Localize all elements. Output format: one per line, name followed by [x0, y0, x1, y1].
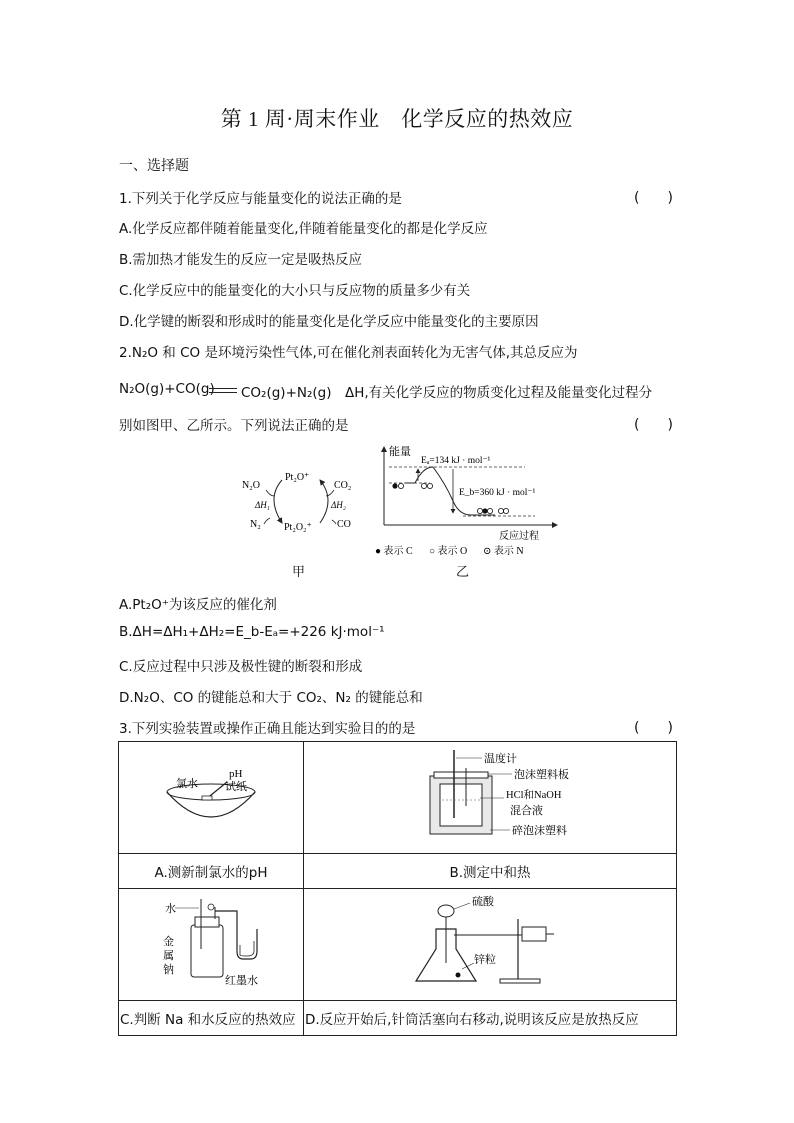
q1-option-d: D.化学键的断裂和形成时的能量变化是化学反应中能量变化的主要原因: [119, 314, 539, 330]
cell-a-caption: A.测新制氯水的pH: [119, 854, 304, 889]
pt2o2-label: Pt₂O₂⁺: [284, 522, 312, 533]
cell-c-caption: C.判断 Na 和水反应的热效应: [119, 1001, 304, 1036]
legend-o: ○ 表示 O: [429, 546, 468, 557]
pt2o-label: Pt₂O⁺: [285, 472, 310, 483]
q2-option-a: A.Pt₂O⁺为该反应的催化剂: [119, 597, 277, 613]
label-thermometer: 温度计: [484, 753, 517, 765]
evaporating-dish-diagram: [119, 742, 303, 849]
calorimeter-diagram: [304, 742, 676, 849]
eb-label: E_b=360 kJ · mol⁻¹: [459, 488, 536, 498]
equal-sign-icon: [208, 387, 238, 395]
n2o-label: N₂O: [242, 480, 260, 491]
cell-a-image: [119, 742, 304, 854]
q2-stem-line1: 2.N₂O 和 CO 是环境污染性气体,可在催化剂表面转化为无害气体,其总反应为: [119, 345, 578, 361]
y-axis-label: 能量: [389, 446, 411, 458]
label-hcl-naoh: HCl和NaOH: [506, 790, 562, 801]
q1-stem: 1.下列关于化学反应与能量变化的说法正确的是: [119, 191, 402, 207]
cell-d-image: [304, 889, 677, 1001]
dh1-label: ΔH₁: [255, 500, 270, 510]
figure-yi-energy-diagram: [375, 443, 565, 559]
experiment-table: [118, 741, 677, 1036]
cell-d-caption: D.反应开始后,针筒活塞向右移动,说明该反应是放热反应: [304, 1001, 677, 1036]
label-water: 水: [165, 903, 176, 915]
label-zinc: 锌粒: [474, 954, 496, 966]
figure-jia-caption: 甲: [292, 564, 306, 579]
label-metal-2: 属: [163, 950, 174, 962]
sodium-water-apparatus: [119, 889, 303, 996]
figure-jia-cycle: [236, 470, 366, 540]
co2-label: CO₂: [334, 480, 352, 491]
figure-yi-caption: 乙: [456, 564, 470, 579]
x-axis-label: 反应过程: [499, 531, 539, 542]
label-sulfuric-acid: 硫酸: [472, 896, 494, 908]
label-red-ink: 红墨水: [225, 975, 258, 987]
section-heading: 一、选择题: [119, 158, 189, 174]
right-cycle-arrow: [320, 480, 328, 523]
label-chlorine-water: 氯水: [176, 778, 198, 790]
q1-answer-paren: ( ): [634, 190, 673, 206]
q2-stem-line3: 别如图甲、乙所示。下列说法正确的是: [119, 418, 349, 434]
q2-equation-left: N₂O(g)+CO(g): [119, 381, 215, 397]
n2-label: N₂: [250, 519, 261, 530]
label-mixture: 混合液: [510, 805, 543, 817]
q2-option-c: C.反应过程中只涉及极性键的断裂和形成: [119, 659, 363, 675]
cell-b-caption: B.测定中和热: [304, 854, 677, 889]
q1-option-a: A.化学反应都伴随着能量变化,伴随着能量变化的都是化学反应: [119, 221, 488, 237]
dh2-label: ΔH₂: [331, 500, 346, 510]
left-cycle-arrow: [274, 480, 282, 523]
label-foam-board: 泡沫塑料板: [514, 769, 569, 781]
legend-c: ● 表示 C: [375, 546, 413, 557]
q2-answer-paren: ( ): [634, 417, 673, 433]
label-crushed-foam: 碎泡沫塑料: [512, 825, 567, 837]
q2-equation-right: CO₂(g)+N₂(g) ΔH,有关化学反应的物质变化过程及能量变化过程分: [241, 385, 653, 401]
cell-b-image: [304, 742, 677, 854]
zinc-acid-apparatus: [304, 889, 676, 996]
q2-option-d: D.N₂O、CO 的键能总和大于 CO₂、N₂ 的键能总和: [119, 690, 423, 706]
q2-option-b: B.ΔH=ΔH₁+ΔH₂=E_b-Eₐ=+226 kJ·mol⁻¹: [119, 624, 385, 640]
q1-option-b: B.需加热才能发生的反应一定是吸热反应: [119, 252, 363, 268]
ea-label: Eₐ=134 kJ · mol⁻¹: [421, 456, 491, 466]
label-metal-1: 金: [163, 936, 174, 948]
legend-n: ⊙ 表示 N: [483, 546, 524, 557]
q3-answer-paren: ( ): [634, 720, 673, 736]
co-label: CO: [337, 519, 351, 530]
page-title: 第 1 周·周末作业 化学反应的热效应: [220, 107, 574, 131]
label-test-paper: 试纸: [225, 781, 247, 793]
q1-option-c: C.化学反应中的能量变化的大小只与反应物的质量多少有关: [119, 283, 471, 299]
q3-stem: 3.下列实验装置或操作正确且能达到实验目的的是: [119, 721, 416, 737]
cell-c-image: [119, 889, 304, 1001]
label-ph: pH: [229, 768, 243, 780]
label-metal-3: 钠: [163, 964, 174, 976]
